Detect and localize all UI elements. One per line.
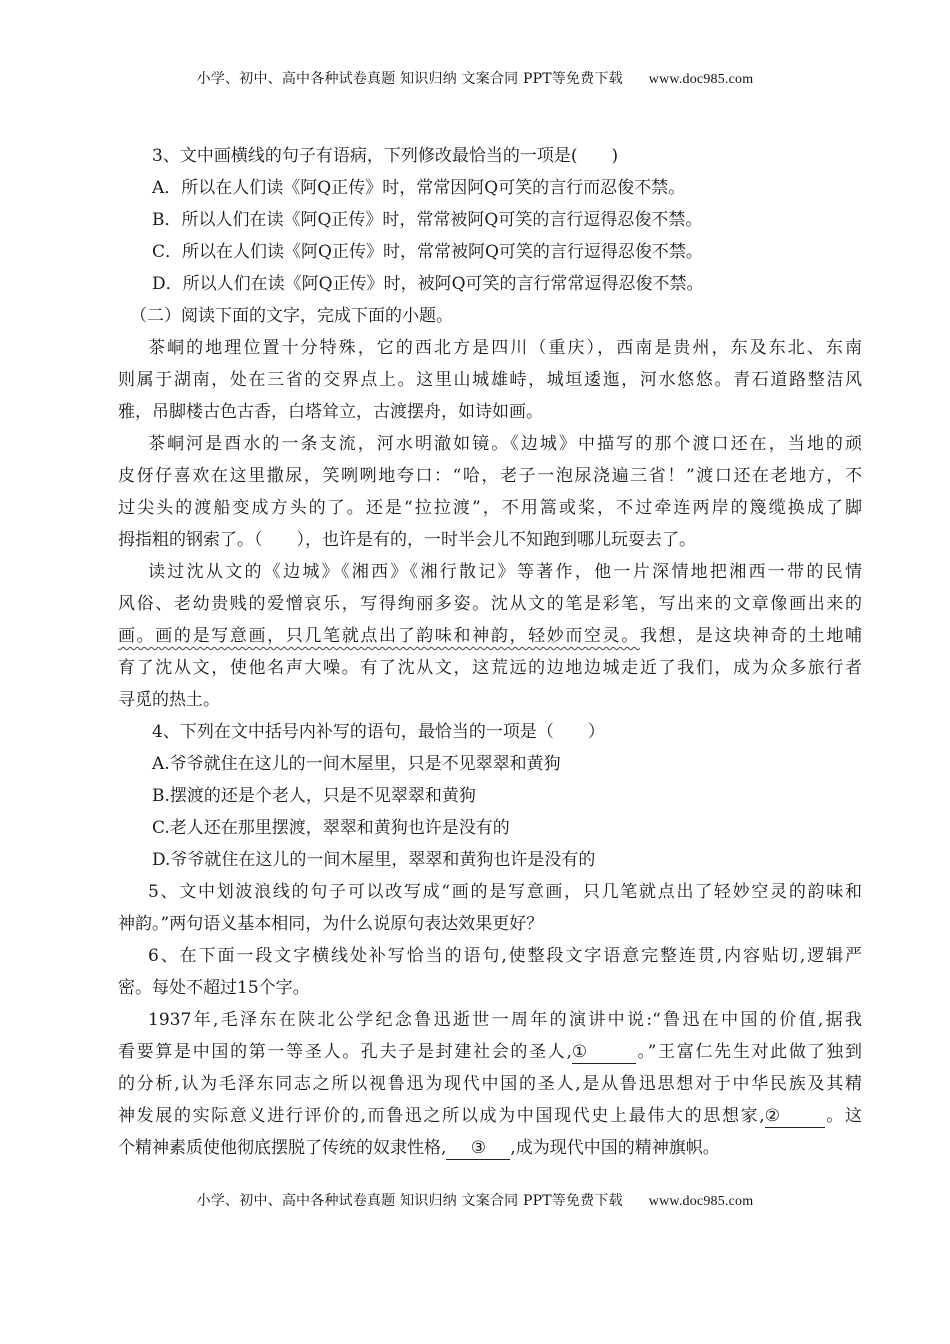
banner-url[interactable]: www.doc985.com bbox=[648, 72, 754, 87]
q6-paragraph-line bbox=[118, 1100, 862, 1132]
q6-text: 看要算是中国的第一等圣人。孔夫子是封建社会的圣人, bbox=[118, 1042, 572, 1062]
q6-text: ,成为现代中国的精神旗帜。 bbox=[510, 1138, 720, 1158]
passage-line: 育了沈从文，使他名声大噪。有了沈从文，这荒远的边地边城走近了我们，成为众多旅行者 bbox=[118, 658, 862, 678]
passage-line bbox=[118, 620, 862, 652]
q3-option-c: C．所以在人们读《阿Q正传》时，常常被阿Q可笑的言行逗得忍俊不禁。 bbox=[152, 242, 703, 262]
section-title: （二）阅读下面的文字，完成下面的小题。 bbox=[130, 306, 453, 326]
document-content bbox=[118, 140, 862, 1164]
q6-text: 个精神素质使他彻底摆脱了传统的奴隶性格, bbox=[118, 1138, 447, 1158]
q6-paragraph-line bbox=[118, 1132, 862, 1164]
q5-line-1: 5、文中划波浪线的句子可以改写成“画的是写意画，只几笔就点出了轻妙空灵的韵味和 bbox=[148, 882, 862, 902]
passage-paragraph-3 bbox=[118, 556, 862, 716]
q4-option-c: C.老人还在那里摆渡，翠翠和黄狗也许是没有的 bbox=[152, 818, 510, 838]
answer-blank-1[interactable]: ① bbox=[572, 1041, 636, 1064]
q5-line-2: 神韵。”两句语义基本相同，为什么说原句表达效果更好？ bbox=[118, 914, 544, 934]
passage-line: 过尖头的渡船变成方头的了。还是“拉拉渡”，不用篙或桨，不过牵连两岸的篾缆换成了脚 bbox=[118, 498, 862, 518]
q6-text: 神发展的实际意义进行评价的,而鲁迅之所以成为中国现代史上最伟大的思想家, bbox=[118, 1106, 765, 1126]
q3-option-b: B．所以人们在读《阿Q正传》时，常常被阿Q可笑的言行逗得忍俊不禁。 bbox=[152, 210, 703, 230]
q6-line-2: 密。每处不超过15个字。 bbox=[118, 978, 310, 998]
q4-option-a: A.爷爷就住在这儿的一间木屋里，只是不见翠翠和黄狗 bbox=[152, 754, 561, 774]
banner-text: 小学、初中、高中各种试卷真题 知识归纳 文案合同 PPT等免费下载 bbox=[196, 71, 623, 87]
banner-url[interactable]: www.doc985.com bbox=[648, 1194, 754, 1209]
q6-paragraph-line: 的分析,认为毛泽东同志之所以视鲁迅为现代中国的圣人,是从鲁迅思想对于中华民族及其精 bbox=[118, 1074, 862, 1094]
passage-line: 雅，吊脚楼古色古香，白塔耸立，古渡摆舟，如诗如画。 bbox=[118, 402, 543, 422]
q4-stem: 4、下列在文中括号内补写的语句，最恰当的一项是（ ） bbox=[152, 722, 605, 742]
q4-option-b: B.摆渡的还是个老人，只是不见翠翠和黄狗 bbox=[152, 786, 476, 806]
q3-stem: 3、文中画横线的句子有语病，下列修改最恰当的一项是( ) bbox=[152, 146, 619, 166]
passage-line: 皮伢仔喜欢在这里撒尿，笑咧咧地夸口：“哈，老子一泡尿浇遍三省！”渡口还在老地方，不 bbox=[118, 466, 862, 486]
q6-paragraph bbox=[118, 1004, 862, 1164]
footer-banner bbox=[0, 1190, 950, 1210]
passage-paragraph-2 bbox=[118, 428, 862, 556]
passage-text: 我想，是这块神奇的土地哺 bbox=[639, 626, 863, 646]
passage-line: 寻觅的热土。 bbox=[118, 690, 220, 710]
q3-option-a: A．所以在人们读《阿Q正传》时，常常因阿Q可笑的言行而忍俊不禁。 bbox=[152, 178, 686, 198]
passage-line: 读过沈从文的《边城》《湘西》《湘行散记》等著作，他一片深情地把湘西一带的民情 bbox=[148, 562, 862, 582]
q3-option-d: D．所以人们在读《阿Q正传》时，被阿Q可笑的言行常常逗得忍俊不禁。 bbox=[152, 274, 704, 294]
passage-paragraph-1 bbox=[118, 332, 862, 428]
answer-blank-3[interactable]: ③ bbox=[446, 1137, 510, 1160]
passage-line: 则属于湖南，处在三省的交界点上。这里山城雄峙，城垣逶迤，河水悠悠。青石道路整洁风 bbox=[118, 370, 862, 390]
passage-line: 风俗、老幼贵贱的爱憎哀乐，写得绚丽多姿。沈从文的笔是彩笔，写出来的文章像画出来的 bbox=[118, 594, 862, 614]
q6-text: 。”王富仁先生对此做了独到 bbox=[635, 1042, 862, 1062]
q6-text: 。这 bbox=[824, 1106, 862, 1126]
q6-paragraph-line: 1937年,毛泽东在陕北公学纪念鲁迅逝世一周年的演讲中说:“鲁迅在中国的价值,据我 bbox=[148, 1010, 862, 1030]
q6-line-1: 6、在下面一段文字横线处补写恰当的语句,使整段文字语意完整连贯,内容贴切,逻辑严 bbox=[148, 946, 862, 966]
passage-line: 拇指粗的钢索了。（ ），也许是有的，一时半会儿不知跑到哪儿玩耍去了。 bbox=[118, 530, 696, 550]
header-banner bbox=[0, 68, 950, 88]
wavy-underlined-sentence: 画。画的是写意画，只几笔就点出了韵味和神韵，轻妙而空灵。 bbox=[118, 626, 640, 646]
q4-option-d: D.爷爷就住在这儿的一间木屋里，翠翠和黄狗也许是没有的 bbox=[152, 850, 596, 870]
passage-line: 茶峒河是酉水的一条支流，河水明澈如镜。《边城》中描写的那个渡口还在，当地的顽 bbox=[148, 434, 862, 454]
q6-paragraph-line bbox=[118, 1036, 862, 1068]
banner-text: 小学、初中、高中各种试卷真题 知识归纳 文案合同 PPT等免费下载 bbox=[196, 1193, 623, 1209]
answer-blank-2[interactable]: ② bbox=[765, 1105, 825, 1128]
passage-line: 茶峒的地理位置十分特殊，它的西北方是四川（重庆），西南是贵州，东及东北、东南 bbox=[148, 338, 862, 358]
